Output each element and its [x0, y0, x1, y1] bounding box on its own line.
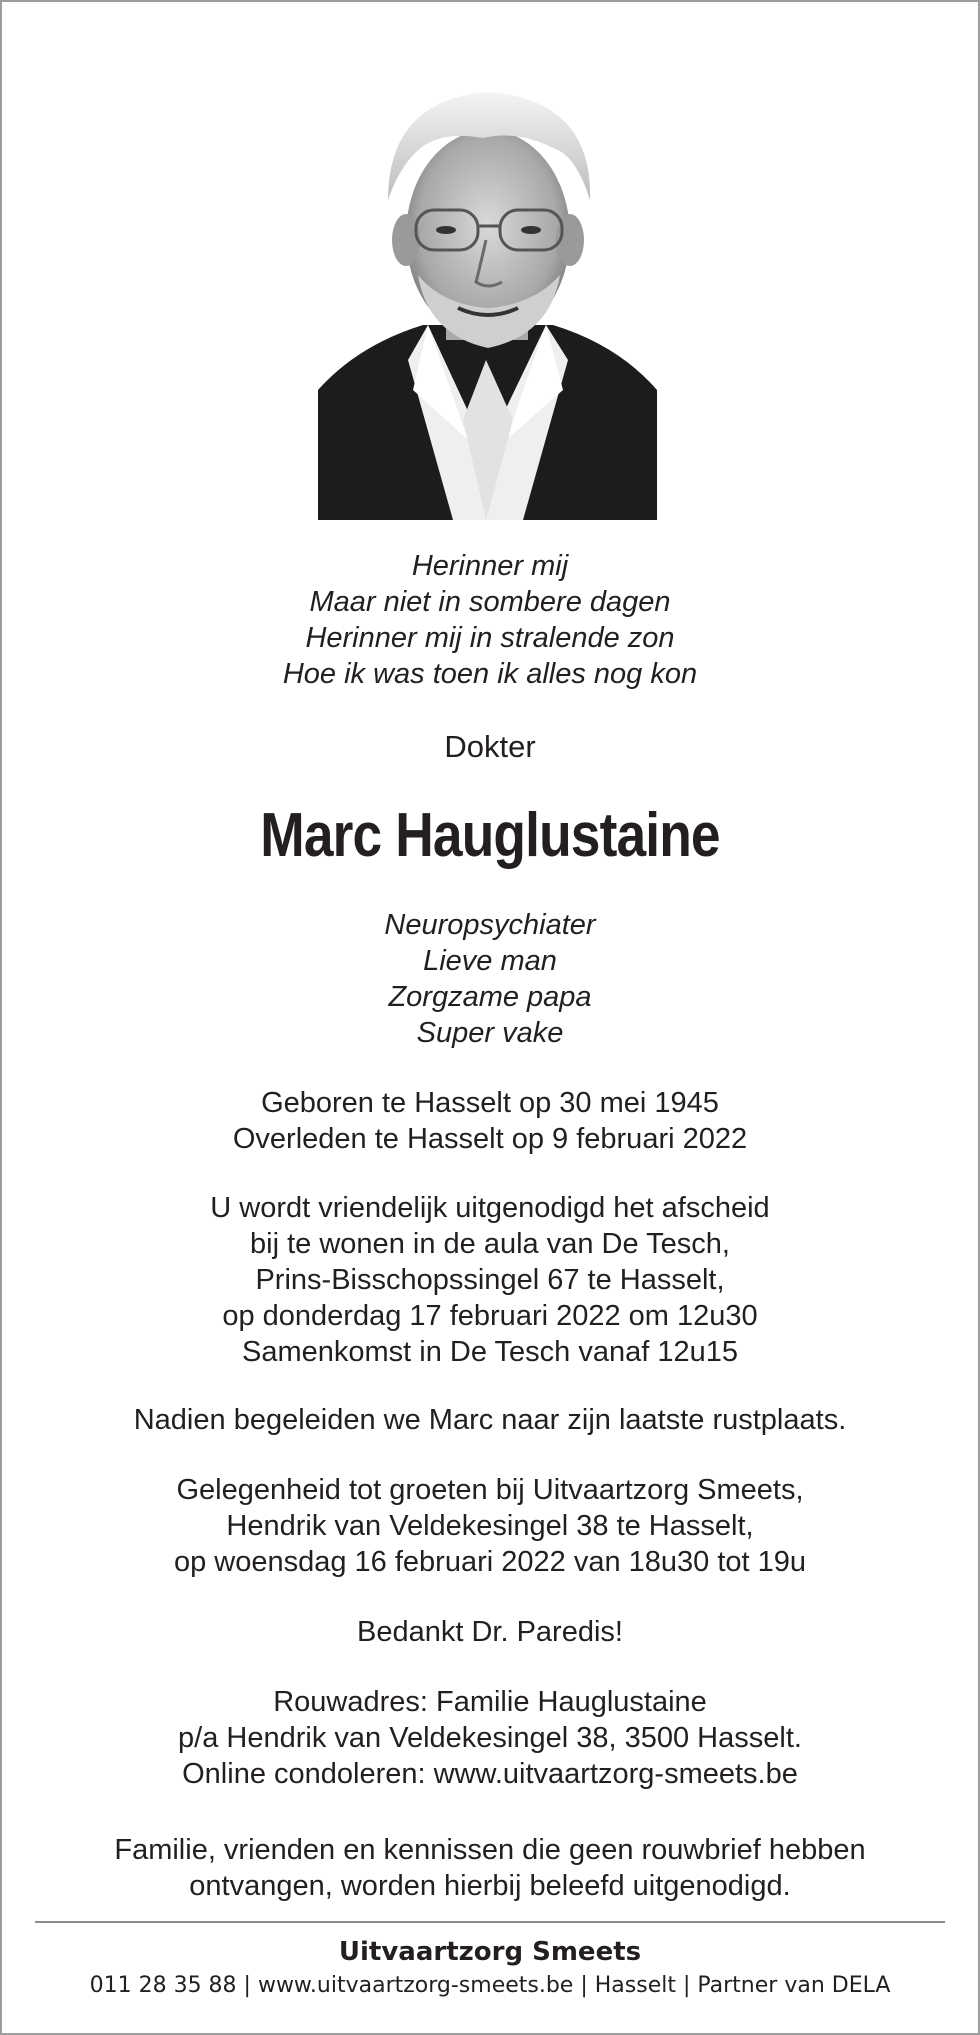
- birth-death-dates: [0, 1085, 980, 1157]
- footer-divider: [35, 1921, 945, 1923]
- portrait-photo: [318, 60, 657, 520]
- funeral-home-name: Uitvaartzorg Smeets: [338, 1937, 642, 1967]
- funeral-home-details: 011 28 35 88 | www.uitvaartzorg-smeets.be | Hasselt | Partner van DELA: [89, 1973, 891, 1998]
- funeral-line: bij te wonen in de aula van De Tesch,: [250, 1228, 730, 1260]
- thanks-note: Bedankt Dr. Paredis!: [357, 1616, 623, 1648]
- honorific-title: Dokter: [444, 729, 536, 764]
- visitation-line: Gelegenheid tot groeten bij Uitvaartzorg Smeets,: [176, 1474, 804, 1506]
- roles-list: [0, 907, 980, 1051]
- funeral-line: op donderdag 17 februari 2022 om 12u30: [222, 1300, 758, 1332]
- poem-line: Herinner mij: [411, 550, 569, 582]
- contact-line: Rouwadres: Familie Hauglustaine: [273, 1686, 707, 1718]
- funeral-invitation: [0, 1190, 980, 1370]
- visitation-line: Hendrik van Veldekesingel 38 te Hasselt,: [226, 1510, 754, 1542]
- burial-note: Nadien begeleiden we Marc naar zijn laatste rustplaats.: [133, 1404, 847, 1436]
- funeral-line: U wordt vriendelijk uitgenodigd het afscheid: [210, 1192, 770, 1224]
- funeral-line: Prins-Bisschopssingel 67 te Hasselt,: [255, 1264, 725, 1296]
- role-line: Neuropsychiater: [384, 909, 596, 941]
- birth-line: Geboren te Hasselt op 30 mei 1945: [261, 1087, 719, 1119]
- poem-line: Herinner mij in stralende zon: [305, 622, 675, 654]
- poem-line: Hoe ik was toen ik alles nog kon: [282, 658, 698, 690]
- contact-info: [0, 1684, 980, 1792]
- visitation-info: [0, 1472, 980, 1580]
- visitation-line: op woensdag 16 februari 2022 van 18u30 tot 19u: [173, 1546, 807, 1578]
- death-line: Overleden te Hasselt op 9 februari 2022: [232, 1123, 748, 1155]
- closing-line: Familie, vrienden en kennissen die geen rouwbrief hebben: [114, 1834, 866, 1866]
- role-line: Zorgzame papa: [388, 981, 592, 1013]
- deceased-name: Marc Hauglustaine: [260, 801, 720, 870]
- condolence-link[interactable]: Online condoleren: www.uitvaartzorg-smeets.be: [182, 1758, 798, 1790]
- poem: [0, 548, 980, 692]
- closing-line: ontvangen, worden hierbij beleefd uitgenodigd.: [189, 1870, 791, 1902]
- closing-note: [0, 1832, 980, 1904]
- role-line: Super vake: [416, 1017, 564, 1049]
- contact-line: p/a Hendrik van Veldekesingel 38, 3500 Hasselt.: [178, 1722, 802, 1754]
- funeral-line: Samenkomst in De Tesch vanaf 12u15: [242, 1336, 738, 1368]
- role-line: Lieve man: [423, 945, 557, 977]
- poem-line: Maar niet in sombere dagen: [309, 586, 671, 618]
